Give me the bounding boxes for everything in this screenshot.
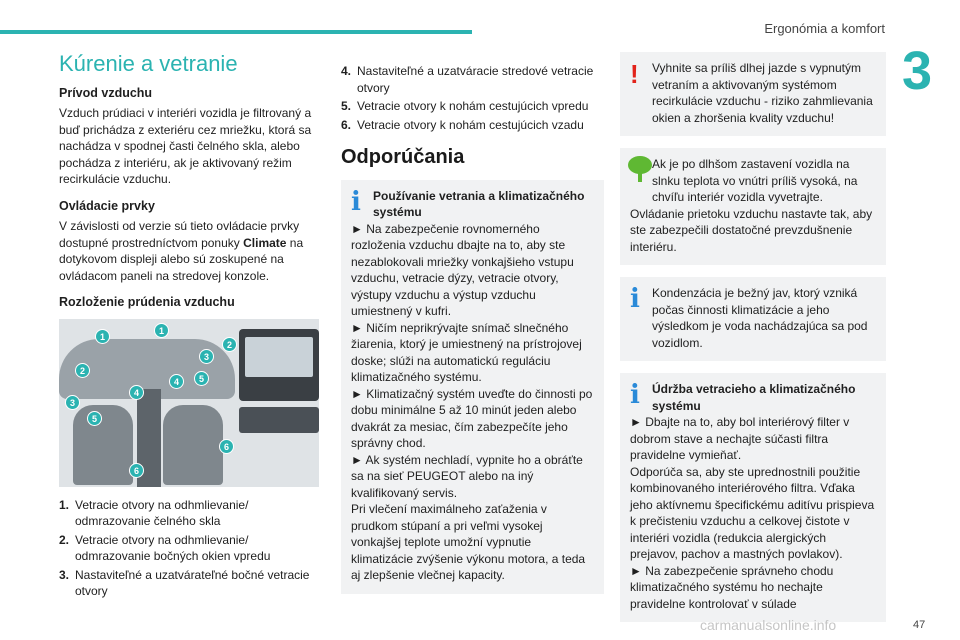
eco-paragraph: Ovládanie prietoku vzduchu nastavte tak, aby ste zabezpečili dostatočné prevzdušnenie interiéru. [630, 206, 873, 254]
badge-vent-6b: 6 [129, 463, 144, 478]
warning-text: Vyhnite sa príliš dlhej jazde s vypnutým vetraním a aktivovaným systémom recirkulácie vzduchu - riziko zahmlievania okien a zhoršenia kvality vzduchu! [652, 61, 873, 125]
touchscreen-image [239, 329, 319, 401]
chapter-number: 3 [902, 41, 933, 101]
intake-text: Vzduch prúdiaci v interiéri vozidla je filtrovaný a buď prichádza z exteriéru cez mriežku, ktorá sa nachádza v spodnej časti čelného skla, alebo pochádza z interiéru, ak je aktivovaný režim recirkulácie vzduchu. [59, 106, 312, 186]
vent-list-part2 [341, 63, 604, 133]
condensation-text: Kondenzácia je bežný jav, ktorý vzniká počas činnosti klimatizácie a jeho výsledkom je voda nachádzajúca sa pod vozidlom. [652, 286, 868, 350]
info-paragraph: ► Ak systém nechladí, vypnite ho a obráťte sa na sieť PEUGEOT alebo na iný kvalifikovaný servis. [351, 452, 583, 500]
maintenance-box [620, 373, 886, 622]
info-icon: i [351, 186, 361, 217]
list-item: 3. Nastaviteľné a uzatvárateľné bočné vetracie otvory [59, 567, 310, 598]
eco-paragraph: Ak je po dlhšom zastavení vozidla na slnku teplota vo vnútri príliš vysoká, na chvíľu interiér vozidla vyvetrajte. [652, 157, 858, 204]
list-item: 2. Vetracie otvory na odhmlievanie/ odmrazovanie bočných okien vpredu [59, 532, 271, 563]
watermark: carmanualsonline.info [700, 617, 837, 633]
list-item: 6. Vetracie otvory k nohám cestujúcich vzadu [341, 117, 584, 132]
info-box-usage [341, 180, 604, 594]
controls-heading: Ovládacie prvky [59, 198, 155, 213]
badge-vent-1b: 1 [154, 323, 169, 338]
maintenance-paragraph: ► Dbajte na to, aby bol interiérový filter v dobrom stave a nechajte súčasti filtra pravidelne vymieňať. [630, 415, 850, 462]
info-paragraph: ► Na zabezpečenie rovnomerného rozloženia vzduchu dbajte na to, aby ste nezablokovali mriežky vonkajšieho vstupu vzduchu, vetracie dýzy, vetracie otvory, výstupy vzduchu a výstup vzduchu umiestnený v kufri. [351, 221, 574, 318]
badge-vent-1a: 1 [95, 329, 110, 344]
passenger-seat-shape [163, 405, 223, 485]
section-title: Kúrenie a vetranie [59, 51, 238, 76]
controls-text: V závislosti od verzie sú tieto ovládacie prvky dostupné prostredníctvom ponuky Climate na dotykovom displeji alebo sú zoskupené na ovládacom paneli na stredovej konzole. [59, 219, 304, 283]
info-paragraph: ► Klimatizačný systém uveďte do činnosti po dobu minimálne 5 až 10 minút jeden alebo dvakrát za mesiac, čím zabezpečíte jeho správny chod. [351, 386, 593, 450]
badge-vent-2b: 2 [75, 363, 90, 378]
eco-box [620, 148, 886, 265]
driver-seat-shape [73, 405, 133, 485]
info-icon: i [630, 284, 640, 314]
warning-icon: ! [630, 59, 639, 89]
badge-vent-3a: 3 [199, 349, 214, 364]
climate-menu-label: Climate [243, 235, 287, 250]
column-middle [341, 63, 604, 606]
info-box-title: Používanie vetrania a klimatizačného systému [373, 188, 585, 219]
info-paragraph: ► Ničím neprikrývajte snímač slnečného žiarenia, ktorý je umiestnený na prístrojovej doske; slúži na automatickú reguláciu klimatizačného systému. [351, 320, 582, 384]
badge-vent-5b: 5 [87, 411, 102, 426]
maintenance-title: Údržba vetracieho a klimatizačného systému [652, 382, 856, 413]
badge-vent-5a: 5 [194, 371, 209, 386]
badge-vent-6a: 6 [219, 439, 234, 454]
distribution-heading: Rozloženie prúdenia vzduchu [59, 295, 235, 309]
header-accent-bar [0, 30, 472, 34]
condensation-box [620, 277, 886, 361]
column-right [620, 52, 886, 634]
list-item: 4. Nastaviteľné a uzatváracie stredové vetracie otvory [341, 64, 594, 95]
badge-vent-4a: 4 [169, 374, 184, 389]
list-item: 1. Vetracie otvory na odhmlievanie/ odmrazovanie čelného skla [59, 497, 249, 528]
badge-vent-2a: 2 [222, 337, 237, 352]
eco-tree-icon [628, 156, 652, 184]
control-panel-image [239, 407, 319, 433]
air-distribution-illustration [59, 319, 319, 487]
info-icon: i [630, 380, 640, 410]
list-item: 5. Vetracie otvory k nohám cestujúcich vpredu [341, 99, 589, 113]
badge-vent-4b: 4 [129, 385, 144, 400]
recommendations-title: Odporúčania [341, 146, 465, 168]
page-number: 47 [913, 619, 926, 631]
warning-box [620, 52, 886, 136]
maintenance-paragraph: Odporúča sa, aby ste uprednostnili použitie kombinovaného interiérového filtra. Vďaka jeho aktívnemu špecifickému aditívu prispieva k prečisteniu vzduchu a celkovej čistote v interiéri vozidla (redukcia alergických prejavov, pachov a mastných povlakov). [630, 464, 875, 561]
maintenance-paragraph: ► Na zabezpečenie správneho chodu klimatizačného systému ho nechajte pravidelne kontrolovať v súlade [630, 563, 834, 611]
info-paragraph: Pri vlečení maximálneho zaťaženia v prudkom stúpaní a pri veľmi vysokej vonkajšej teplote umožní vypnutie klimatizácie zvýšenie výkonu motora, a teda aj zlepšenie vlečnej kapacity. [351, 502, 586, 582]
chapter-title: Ergonómia a komfort [764, 21, 885, 36]
column-left [59, 51, 319, 602]
intake-heading: Prívod vzduchu [59, 85, 153, 100]
vent-list-part1 [59, 497, 319, 600]
badge-vent-3b: 3 [65, 395, 80, 410]
